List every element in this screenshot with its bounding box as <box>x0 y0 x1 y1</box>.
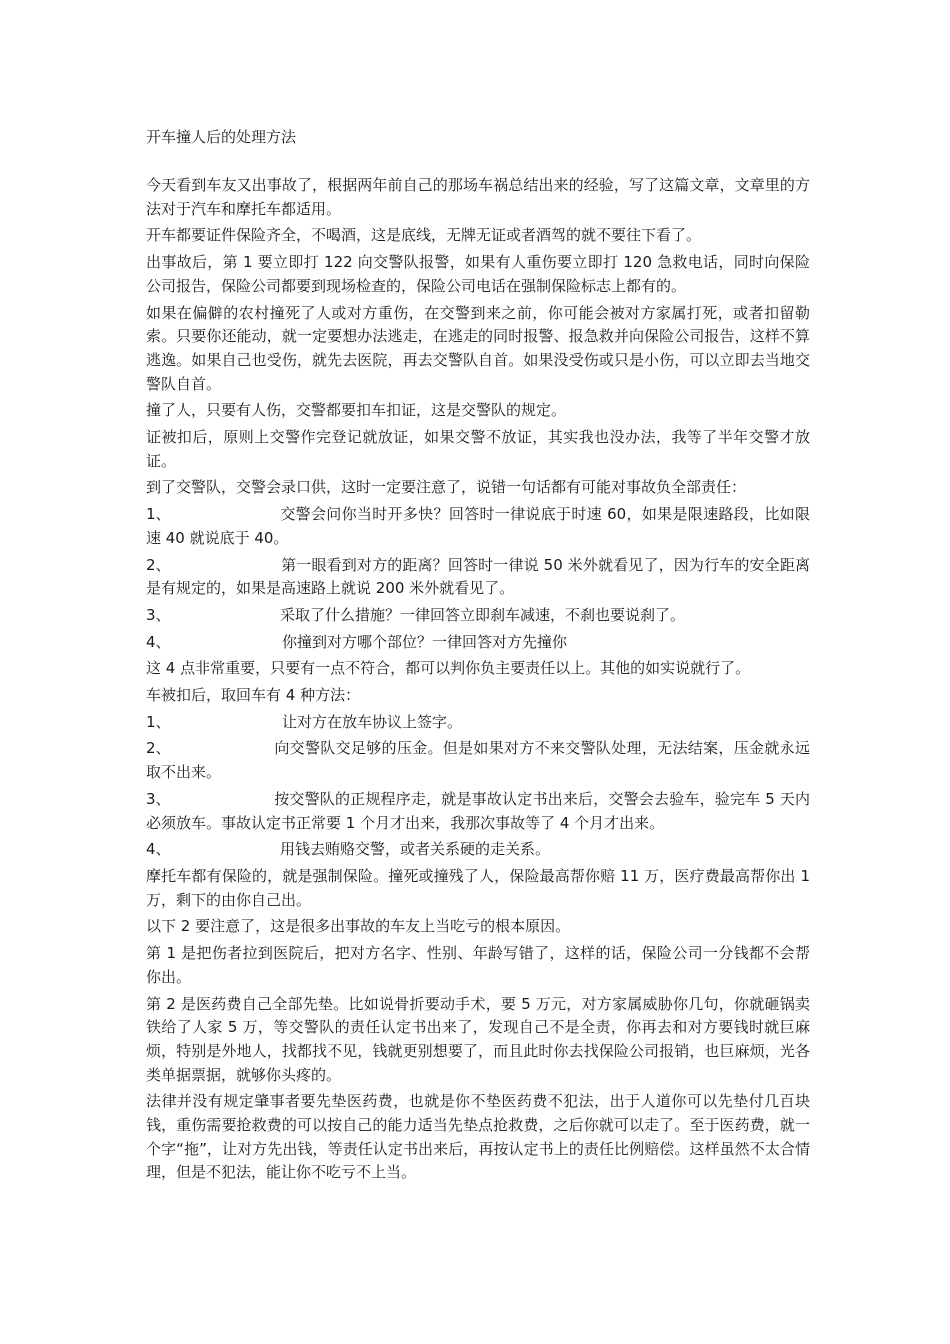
paragraph-report: 出事故后，第 1 要立即打 122 向交警队报警，如果有人重伤要立即打 120 急救电话，同时向保险公司报告，保险公司都要到现场检查的，保险公司电话在强制保险标志上都有的。 <box>146 253 810 295</box>
list-number: 3、 <box>146 789 171 808</box>
list-text: 用钱去贿赂交警，或者关系硬的走关系。 <box>280 840 551 859</box>
list-item-m3 <box>146 788 810 835</box>
list-item-q4 <box>146 631 810 655</box>
list-number: 4、 <box>146 840 171 859</box>
document-title: 开车撞人后的处理方法 <box>146 128 297 146</box>
paragraph-two-notes: 以下 2 要注意了，这是很多出事故的车友上当吃亏的根本原因。 <box>146 917 571 936</box>
paragraph-baseline: 开车都要证件保险齐全，不喝酒，这是底线，无牌无证或者酒驾的就不要往下看了。 <box>146 226 702 245</box>
paragraph-rural: 如果在偏僻的农村撞死了人或对方重伤，在交警到来之前，你可能会被对方家属打死，或者扣留勒索。只要你还能动，就一定要想办法逃走，在逃走的同时报警、报急救并向保险公司报告，这样不算逃逸。如果自己也受伤，就先去医院，再去交警队自首。如果没受伤或只是小伤，可以立即去当地交警队自首。 <box>146 303 810 393</box>
list-number: 4、 <box>146 632 171 651</box>
list-item-q1 <box>146 503 810 550</box>
paragraph-car-methods: 车被扣后，取回车有 4 种方法： <box>146 686 361 705</box>
list-text: 交警会问你当时开多快？回答时一律说底于时速 60，如果是限速路段，比如限速 40 就说底于 40。 <box>146 505 810 547</box>
list-text: 第一眼看到对方的距离？回答时一律说 50 米外就看见了，因为行车的安全距离是有规定的，如果是高速路上就说 200 米外就看见了。 <box>146 555 810 598</box>
list-item-m2 <box>146 737 810 784</box>
list-text: 你撞到对方哪个部位？一律回答对方先撞你 <box>282 632 568 651</box>
list-text: 向交警队交足够的压金。但是如果对方不来交警队处理，无法结案，压金就永远取不出来。 <box>146 739 810 782</box>
paragraph-intro: 今天看到车友又出事故了，根据两年前自己的那场车祸总结出来的经验，写了这篇文章，文章里的方法对于汽车和摩托车都适用。 <box>146 176 810 218</box>
list-item-q2 <box>146 554 810 601</box>
list-item-m4 <box>146 838 810 862</box>
list-number: 3、 <box>146 605 171 624</box>
list-number: 2、 <box>146 555 171 574</box>
list-number: 2、 <box>146 739 171 758</box>
paragraph-four-points: 这 4 点非常重要，只要有一点不符合，都可以判你负主要责任以上。其他的如实说就行了。 <box>146 659 751 678</box>
paragraph-law: 法律并没有规定肇事者要先垫医药费，也就是你不垫医药费不犯法，出于人道你可以先垫付几百块钱，重伤需要抢救费的可以按自己的能力适当先垫点抢救费，之后你就可以走了。至于医药费，就一个字“拖”，让对方先出钱，等责任认定书出来后，再按认定书上的责任比例赔偿。这样虽然不太合情理，但是不犯法，能让你不吃亏不上当。 <box>146 1092 810 1182</box>
list-item-q3 <box>146 604 810 628</box>
list-text: 按交警队的正规程序走，就是事故认定书出来后，交警会去验车，验完车 5 天内必须放车。事故认定书正常要 1 个月才出来，我那次事故等了 4 个月才出来。 <box>146 789 810 832</box>
paragraph-moto-insurance: 摩托车都有保险的，就是强制保险。撞死或撞残了人，保险最高帮你赔 11 万，医疗费最高帮你出 1 万，剩下的由你自己出。 <box>146 866 810 909</box>
paragraph-impound: 撞了人，只要有人伤，交警都要扣车扣证，这是交警队的规定。 <box>146 401 567 420</box>
paragraph-note-two: 第 2 是医药费自己全部先垫。比如说骨折要动手术，要 5 万元，对方家属威胁你几句，你就砸锅卖铁给了人家 5 万，等交警队的责任认定书出来了，发现自己不是全责，你再去和对方要钱时就巨麻烦，特别是外地人，找都找不见，钱就更别想要了，而且此时你去找保险公司报销，也巨麻烦，光各类单据票据，就够你头疼的。 <box>146 994 810 1084</box>
paragraph-license: 证被扣后，原则上交警作完登记就放证，如果交警不放证，其实我也没办法，我等了半年交警才放证。 <box>146 428 810 470</box>
list-number: 1、 <box>146 505 171 524</box>
paragraph-note-one: 第 1 是把伤者拉到医院后，把对方名字、性别、年龄写错了，这样的话，保险公司一分钱都不会帮你出。 <box>146 944 810 986</box>
document-body <box>146 174 810 1188</box>
list-number: 1、 <box>146 712 171 731</box>
list-text: 让对方在放车协议上签字。 <box>282 712 463 731</box>
list-text: 采取了什么措施？一律回答立即刹车减速，不刹也要说刹了。 <box>280 605 686 624</box>
list-item-m1 <box>146 711 810 735</box>
paragraph-statement: 到了交警队，交警会录口供，这时一定要注意了，说错一句话都有可能对事故负全部责任： <box>146 478 747 497</box>
